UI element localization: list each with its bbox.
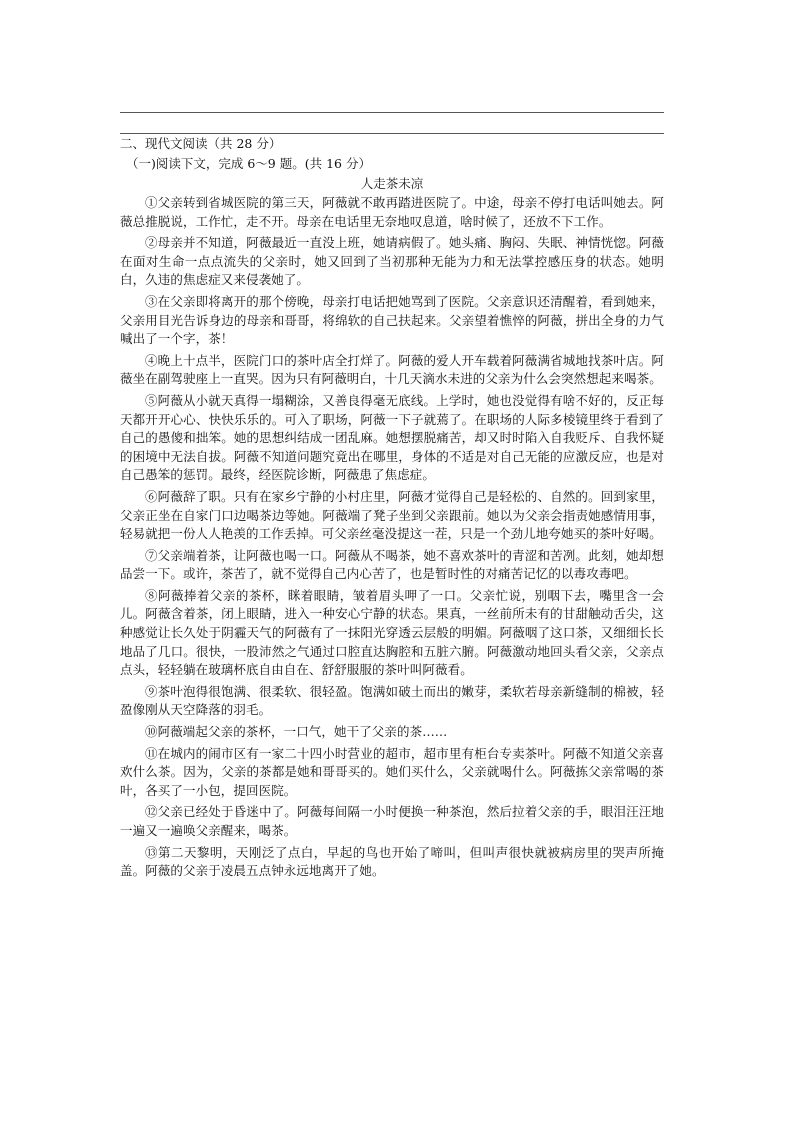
paragraph-4: ④晚上十点半，医院门口的茶叶店全打烊了。阿薇的爱人开车载着阿薇满省城地找茶叶店。阿薇坐在副驾驶座上一直哭。因为只有阿薇明白，十几天滴水未进的父亲为什么会突然想起来喝茶。 — [120, 352, 664, 387]
reading-section — [120, 134, 664, 884]
paragraph-6: ⑥阿薇辞了职。只有在家乡宁静的小村庄里，阿薇才觉得自己是轻松的、自然的。回到家里，父亲正坐在自家门口边喝茶边等她。阿薇端了凳子坐到父亲跟前。她以为父亲会指责她感情用事，轻易就把一份人人艳羡的工作丢掉。可父亲丝毫没提这一茬，只是一个劲儿地夸她买的茶叶好喝。 — [120, 488, 664, 542]
paragraph-1: ①父亲转到省城医院的第三天，阿薇就不敢再踏进医院了。中途，母亲不停打电话叫她去。阿薇总推脱说，工作忙，走不开。母亲在电话里无奈地叹息道，啥时候了，还放不下工作。 — [120, 195, 664, 229]
section-title: 二、现代文阅读（共 28 分） — [120, 136, 282, 151]
header-rule-top — [120, 112, 664, 113]
article-title: 人走茶未凉 — [360, 176, 424, 191]
paragraph-12: ⑫父亲已经处于昏迷中了。阿薇每间隔一小时便换一种茶泡，然后拉着父亲的手，眼泪汪汪地一遍又一遍唤父亲醒来，喝茶。 — [120, 804, 664, 838]
question-instructions: （一)阅读下文，完成 6～9 题。(共 16 分） — [126, 156, 371, 171]
paragraph-9: ⑨茶叶泡得很饱满、很柔软、很轻盈。饱满如破土而出的嫩芽，柔软若母亲新缝制的棉被，轻盈像刚从天空降落的羽毛。 — [120, 683, 664, 718]
paragraph-7: ⑦父亲端着茶，让阿薇也喝一口。阿薇从不喝茶，她不喜欢茶叶的青涩和苦冽。此刻，她却想品尝一下。或许，茶苦了，就不觉得自己内心苦了，也是暂时性的对痛苦记忆的以毒攻毒吧。 — [120, 547, 664, 582]
paragraph-5: ⑤阿薇从小就天真得一塌糊涂，又善良得毫无底线。上学时，她也没觉得有啥不好的，反正每天都开开心心、快快乐乐的。可入了职场，阿薇一下子就蔫了。在职场的人际多棱镜里终于看到了自己的愚傻和拙笨。她的思想纠结成一团乱麻。她想摆脱痛苦，却又时时陷入自我贬斥、自我怀疑的困境中无法自拔。阿薇不知道问题究竟出在哪里，身体的不适是对自己无能的应激反应，也是对自己愚笨的惩罚。最终，经医院诊断，阿薇患了焦虑症。 — [120, 392, 664, 483]
paragraph-13: ⑬第二天黎明，天刚泛了点白，早起的鸟也开始了啼叫，但叫声很快就被病房里的哭声所掩盖。阿薇的父亲于凌晨五点钟永远地离开了她。 — [120, 844, 664, 879]
paragraph-3: ③在父亲即将离开的那个傍晚，母亲打电话把她骂到了医院。父亲意识还清醒着，看到她来，父亲用目光告诉身边的母亲和哥哥，将绵软的自己扶起来。父亲望着憔悴的阿薇，拼出全身的力气喊出了一个字，茶！ — [120, 293, 664, 347]
paragraph-2: ②母亲并不知道，阿薇最近一直没上班，她请病假了。她头痛、胸闷、失眠、神情恍惚。阿薇在面对生命一点点流失的父亲时，她又回到了当初那种无能为力和无法掌控感压身的状态。她明白，久违的焦虑症又来侵袭她了。 — [120, 235, 664, 288]
paragraph-11: ⑪在城内的闹市区有一家二十四小时营业的超市，超市里有柜台专卖茶叶。阿薇不知道父亲喜欢什么茶。因为，父亲的茶都是她和哥哥买的。她们买什么，父亲就喝什么。阿薇拣父亲常喝的茶叶，各买了一小包，提回医院。 — [120, 745, 664, 798]
paragraph-8: ⑧阿薇捧着父亲的茶杯，眯着眼睛，皱着眉头呷了一口。父亲忙说，别咽下去，嘴里含一会儿。阿薇含着茶，闭上眼睛，进入一种安心宁静的状态。果真，一丝前所未有的甘甜触动舌尖，这种感觉让长久处于阴霾天气的阿薇有了一抹阳光穿透云层般的明媚。阿薇咽了这口茶，又细细长长地品了几口。很快，一股沛然之气通过口腔直达胸腔和五脏六腑。阿薇激动地回头看父亲，父亲点点头，轻轻躺在玻璃杯底自由自在、舒舒服服的茶叶叫阿薇看。 — [120, 587, 664, 678]
paragraph-10: ⑩阿薇端起父亲的茶杯，一口气，她干了父亲的茶…… — [145, 724, 448, 740]
